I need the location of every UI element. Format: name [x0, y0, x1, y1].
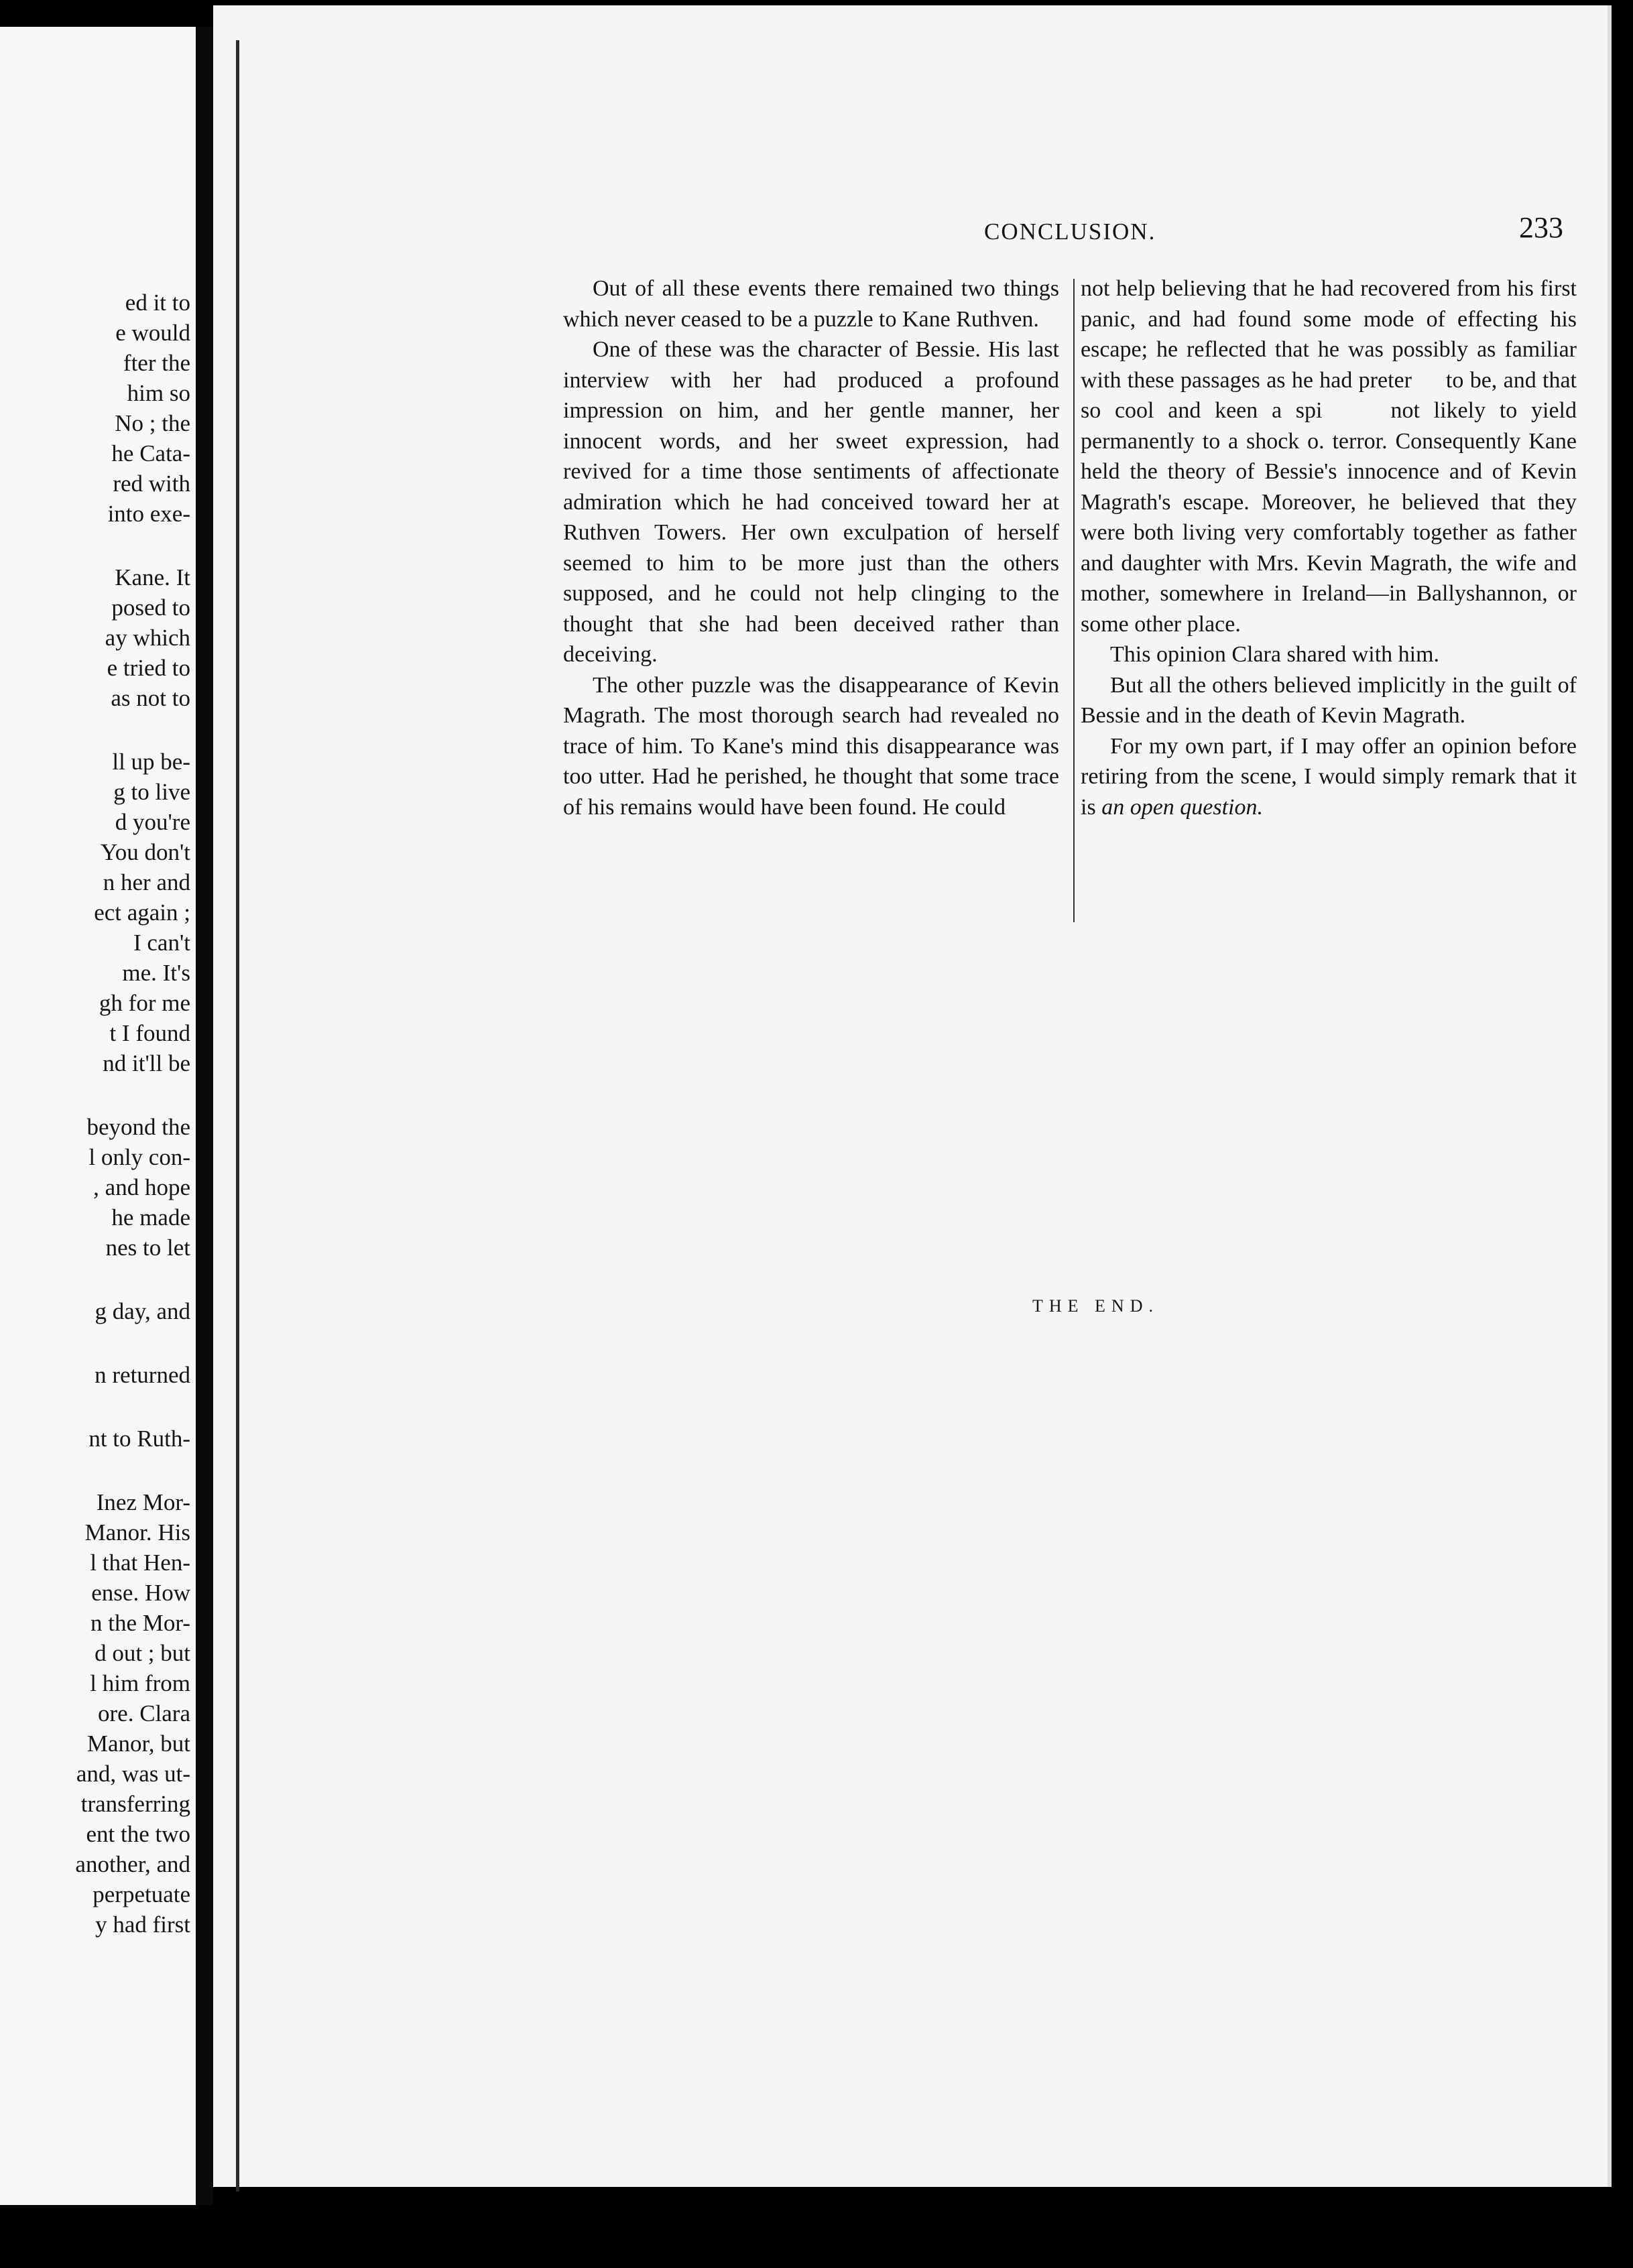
- previous-page-line: d out ; but: [95, 1640, 190, 1666]
- previous-page-line: ed it to: [125, 290, 190, 316]
- book-page: [213, 5, 1612, 2187]
- previous-page-line: nd it'll be: [103, 1050, 190, 1076]
- paragraph: [1081, 639, 1577, 670]
- previous-page-line: as not to: [111, 685, 190, 711]
- previous-page-line: n her and: [103, 869, 190, 895]
- italic-phrase: an open question.: [1101, 794, 1263, 820]
- previous-page-line: and, was ut-: [76, 1761, 190, 1787]
- running-head: CONCLUSION.: [984, 218, 1156, 245]
- previous-page-line: Manor, but: [86, 1730, 190, 1757]
- previous-page-line: ect again ;: [94, 899, 190, 926]
- previous-page-line: Manor. His: [84, 1519, 190, 1546]
- previous-page-line: g day, and: [95, 1298, 190, 1324]
- previous-page-line: ll up be-: [112, 749, 190, 775]
- the-end-mark: THE END.: [1032, 1296, 1159, 1316]
- previous-page-line: n returned: [95, 1362, 190, 1388]
- paragraph-text: But all the others believed implicitly in the guilt of Bessie and in the death of Kevin Magrath.: [1081, 672, 1577, 728]
- column-divider: [1073, 279, 1075, 922]
- previous-page-line: beyond the: [86, 1114, 190, 1140]
- previous-page-line: , and hope: [93, 1174, 190, 1200]
- previous-page-line: me. It's: [122, 960, 190, 986]
- previous-page-line: nt to Ruth-: [88, 1426, 190, 1452]
- paragraph: [1081, 670, 1577, 731]
- previous-page-line: posed to: [111, 594, 190, 621]
- previous-page-line: ent the two: [86, 1821, 190, 1847]
- paragraph: [1081, 273, 1577, 639]
- paragraph: [563, 670, 1059, 823]
- paragraph-text: not help believing that he had recovered from his first panic, and had found some mode of effecting his escape; he reflected that he was possibly as familiar with these passages as he had preter to be, and that so cool and keen a spi not likely to yield permanently to a shock o. terror. Consequently Kane held the theory of Bessie's innocence and of Kevin Magrath's escape. Moreover, he believed that they were both living very comfortably together as father and daughter with Mrs. Kevin Magrath, the wife and mother, somewhere in Ireland—in Ballyshannon, or some other place.: [1081, 276, 1577, 637]
- previous-page-line: t I found: [109, 1020, 190, 1046]
- previous-page-line: e would: [115, 320, 190, 346]
- previous-page-line: another, and: [75, 1851, 190, 1877]
- previous-page-line: ore. Clara: [98, 1700, 190, 1726]
- previous-page-line: red with: [113, 470, 190, 497]
- previous-page-line: l him from: [90, 1670, 190, 1696]
- previous-page-line: g to live: [113, 779, 190, 805]
- text-column-left: [563, 273, 1059, 822]
- paragraph: [563, 334, 1059, 670]
- paragraph: [1081, 731, 1577, 823]
- previous-page-line: You don't: [100, 839, 190, 865]
- previous-page-line: ay which: [105, 625, 190, 651]
- previous-page-line: d you're: [115, 809, 190, 835]
- previous-page-line: nes to let: [105, 1235, 190, 1261]
- previous-page-line: n the Mor-: [90, 1610, 190, 1636]
- page-number: 233: [1519, 211, 1563, 244]
- previous-page-line: e tried to: [107, 655, 190, 681]
- previous-page-line: Kane. It: [115, 564, 190, 590]
- previous-page-line: transferring: [80, 1791, 190, 1817]
- text-column-right: [1081, 273, 1577, 822]
- previous-page-line: him so: [127, 380, 190, 406]
- book-gutter: [196, 27, 213, 2205]
- previous-page-line: l only con-: [88, 1144, 190, 1170]
- previous-page-line: y had first: [95, 1911, 190, 1938]
- paragraph-text: This opinion Clara shared with him.: [1110, 642, 1440, 667]
- previous-page-line: he made: [111, 1204, 190, 1231]
- paragraph-text: The other puzzle was the disappearance of Kevin Magrath. The most thorough search had revealed no trace of him. To Kane's mind this disappearance was too utter. Had he perished, he thought that some trace of his remains would have been found. He could: [563, 672, 1059, 820]
- previous-page-line: into exe-: [107, 501, 190, 527]
- binding-edge: [236, 40, 239, 2192]
- previous-page-line: perpetuate: [93, 1881, 190, 1907]
- previous-page-line: he Cata-: [111, 440, 190, 466]
- previous-page-line: gh for me: [99, 990, 190, 1016]
- previous-page-line: No ; the: [115, 410, 190, 436]
- previous-page-line: I can't: [133, 930, 190, 956]
- paragraph-text: One of these was the character of Bessie. His last interview with her had produced a profound impression on him, and her gentle manner, her innocent words, and her sweet expression, had revived for a time those sentiments of affectionate admiration which he had conceived toward her at Ruthven Towers. Her own exculpation of herself seemed to him to be more just than the others supposed, and he could not help clinging to the thought that she had been deceived rather than deceiving.: [563, 337, 1059, 667]
- previous-page-line: l that Hen-: [90, 1550, 190, 1576]
- previous-page-line: ense. How: [91, 1580, 190, 1606]
- paragraph: [563, 273, 1059, 334]
- paragraph-text: Out of all these events there remained two things which never ceased to be a puzzle to Kane Ruthven.: [563, 276, 1059, 332]
- previous-page-line: fter the: [123, 350, 190, 376]
- previous-page-fragment: [0, 27, 196, 2205]
- paragraph-text: For my own part, if I may offer an opinion before retiring from the scene, I would simply remark that it is: [1081, 733, 1577, 820]
- previous-page-line: Inez Mor-: [96, 1489, 190, 1515]
